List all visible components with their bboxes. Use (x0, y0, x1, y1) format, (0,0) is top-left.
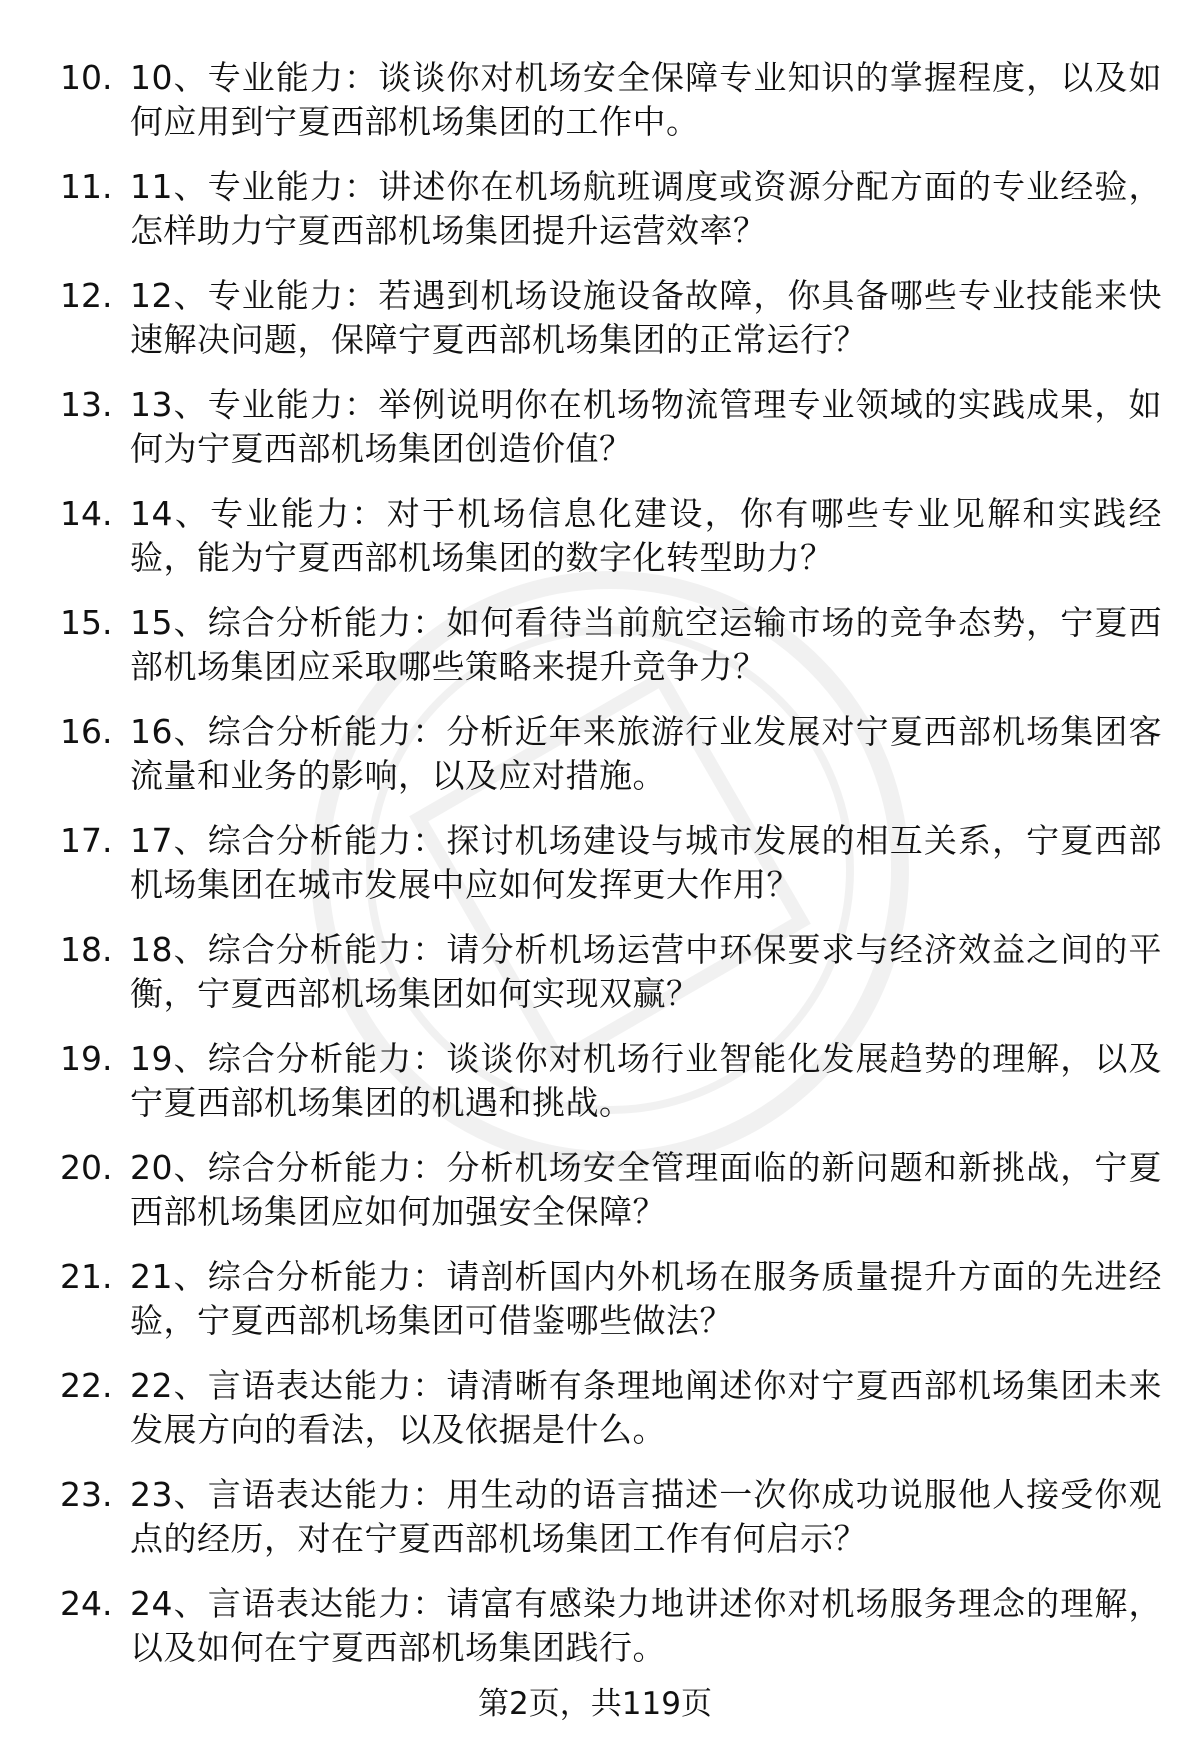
list-number: 10. (60, 58, 113, 97)
list-item (0, 1473, 1190, 1582)
list-number: 16. (60, 712, 113, 751)
list-number: 17. (60, 821, 113, 860)
question-text: 15、综合分析能力：如何看待当前航空运输市场的竞争态势，宁夏西部机场集团应采取哪些策略来提升竞争力？ (130, 603, 1162, 686)
list-item (0, 1255, 1190, 1364)
list-number: 22. (60, 1366, 113, 1405)
question-text: 22、言语表达能力：请清晰有条理地阐述你对宁夏西部机场集团未来发展方向的看法，以及依据是什么。 (130, 1366, 1162, 1449)
list-item (0, 1582, 1190, 1691)
list-number: 15. (60, 603, 113, 642)
page-number-footer: 第2页，共119页 (478, 1686, 712, 1722)
list-number: 19. (60, 1039, 113, 1078)
list-number: 20. (60, 1148, 113, 1187)
question-text: 16、综合分析能力：分析近年来旅游行业发展对宁夏西部机场集团客流量和业务的影响，以及应对措施。 (130, 712, 1162, 795)
list-number: 13. (60, 385, 113, 424)
list-item (0, 1364, 1190, 1473)
question-text: 17、综合分析能力：探讨机场建设与城市发展的相互关系，宁夏西部机场集团在城市发展中应如何发挥更大作用？ (130, 821, 1162, 904)
question-text: 21、综合分析能力：请剖析国内外机场在服务质量提升方面的先进经验，宁夏西部机场集团可借鉴哪些做法？ (130, 1257, 1162, 1340)
list-item (0, 1146, 1190, 1255)
list-item (0, 274, 1190, 383)
question-text: 23、言语表达能力：用生动的语言描述一次你成功说服他人接受你观点的经历，对在宁夏西部机场集团工作有何启示？ (130, 1475, 1162, 1558)
list-item (0, 1037, 1190, 1146)
list-item (0, 383, 1190, 492)
list-item (0, 928, 1190, 1037)
list-item (0, 819, 1190, 928)
list-item (0, 165, 1190, 274)
list-number: 24. (60, 1584, 113, 1623)
list-number: 12. (60, 276, 113, 315)
question-text: 10、专业能力：谈谈你对机场安全保障专业知识的掌握程度，以及如何应用到宁夏西部机场集团的工作中。 (130, 58, 1162, 141)
question-text: 11、专业能力：讲述你在机场航班调度或资源分配方面的专业经验，怎样助力宁夏西部机场集团提升运营效率？ (130, 167, 1162, 250)
question-list (0, 56, 1190, 1691)
question-text: 20、综合分析能力：分析机场安全管理面临的新问题和新挑战，宁夏西部机场集团应如何加强安全保障？ (130, 1148, 1162, 1231)
question-text: 12、专业能力：若遇到机场设施设备故障，你具备哪些专业技能来快速解决问题，保障宁夏西部机场集团的正常运行？ (130, 276, 1162, 359)
list-number: 18. (60, 930, 113, 969)
list-item (0, 710, 1190, 819)
question-text: 19、综合分析能力：谈谈你对机场行业智能化发展趋势的理解，以及宁夏西部机场集团的机遇和挑战。 (130, 1039, 1162, 1122)
list-number: 14. (60, 494, 113, 533)
question-text: 24、言语表达能力：请富有感染力地讲述你对机场服务理念的理解，以及如何在宁夏西部机场集团践行。 (130, 1584, 1162, 1667)
list-number: 11. (60, 167, 113, 206)
question-text: 13、专业能力：举例说明你在机场物流管理专业领域的实践成果，如何为宁夏西部机场集团创造价值？ (130, 385, 1162, 468)
list-number: 21. (60, 1257, 113, 1296)
list-item (0, 601, 1190, 710)
question-text: 14、专业能力：对于机场信息化建设，你有哪些专业见解和实践经验，能为宁夏西部机场集团的数字化转型助力？ (130, 494, 1162, 577)
question-text: 18、综合分析能力：请分析机场运营中环保要求与经济效益之间的平衡，宁夏西部机场集团如何实现双赢？ (130, 930, 1162, 1013)
list-item (0, 492, 1190, 601)
list-number: 23. (60, 1475, 113, 1514)
list-item (0, 56, 1190, 165)
